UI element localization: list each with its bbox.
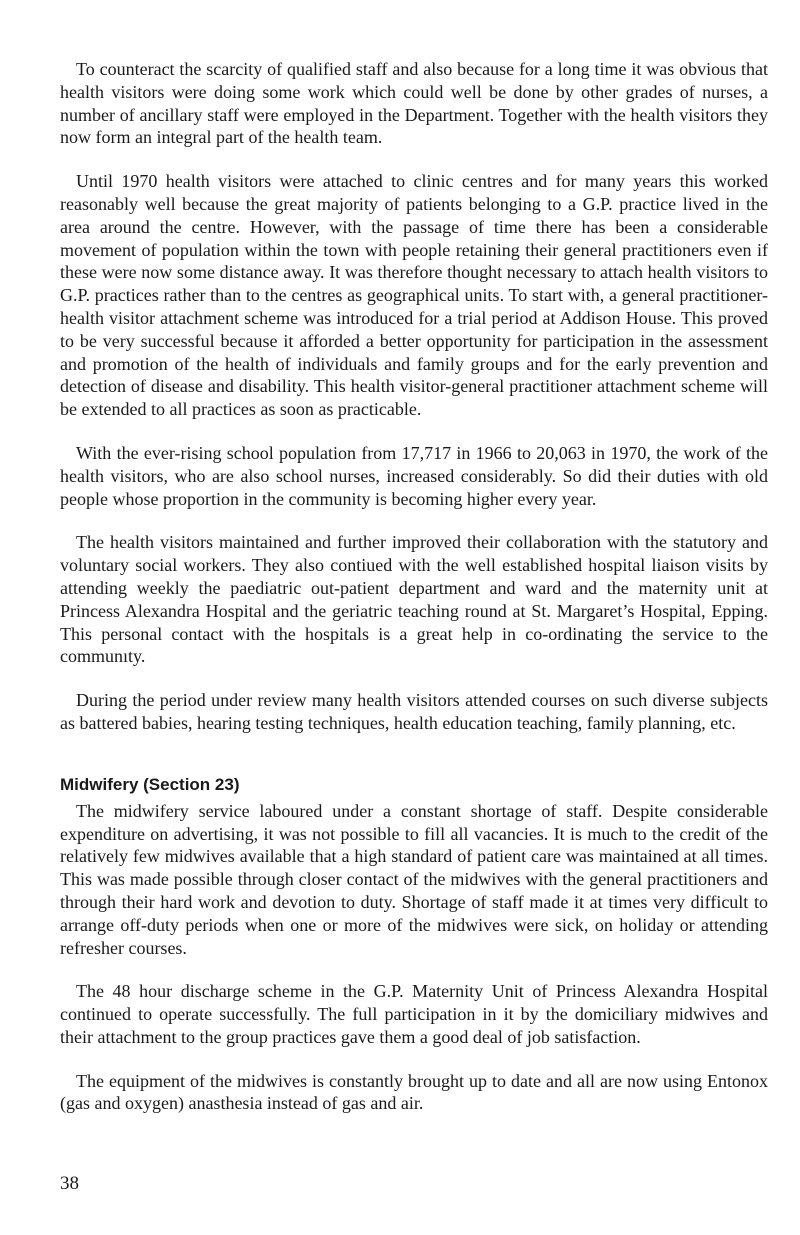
- section-spacer: [60, 735, 768, 773]
- paragraph-discharge-scheme: The 48 hour discharge scheme in the G.P. Maternity Unit of Princess Alexandra Hospital continued to operate successfully. The full participation in it by the domiciliary midwives and their attachment to the group practices gave them a good deal of job satisfaction.: [60, 981, 768, 1047]
- paragraph-spacer: [60, 959, 768, 980]
- paragraph-attachment-scheme: Until 1970 health visitors were attached to clinic centres and for many years this worked reasonably well because the great majority of patients belonging to a G.P. practice lived in the area around the centre. However, with the passage of time there has been a considerable movement of population within the town with people retaining their general practitioners even if these were now some distance away. It was therefore thought necessary to attach health visitors to G.P. practices rather than to the centres as geographical units. To start with, a general practitioner-health visitor attachment scheme was introduced for a trial period at Addison House. This proved to be very successful because it afforded a better opportunity for participation in the assessment and promotion of the health of individuals and family groups and for the early prevention and detection of disease and disability. This health visitor-general practitioner attachment scheme will be extended to all practices as soon as practicable.: [60, 171, 768, 420]
- paragraph-spacer: [60, 149, 768, 170]
- paragraph-spacer: [60, 1049, 768, 1070]
- paragraph-school-population: With the ever-rising school population from 17,717 in 1966 to 20,063 in 1970, the work of the health visitors, who are also school nurses, increased considerably. So did their duties with old people whose proportion in the community is becoming higher every year.: [60, 442, 768, 509]
- document-page: [60, 58, 768, 1115]
- paragraph-courses: During the period under review many health visitors attended courses on such diverse subjects as battered babies, hearing testing techniques, health education teaching, family planning, etc.: [60, 690, 768, 733]
- paragraph-spacer: [60, 510, 768, 531]
- paragraph-spacer: [60, 668, 768, 689]
- paragraph-midwifery-staffing: The midwifery service laboured under a constant shortage of staff. Despite considerable expenditure on advertising, it was not possible to fill all vacancies. It is much to the credit of the relatively few midwives available that a high standard of patient care was maintained at all times. This was made possible through closer contact of the midwives with the general practitioners and through their hard work and devotion to duty. Shortage of staff made it at times very difficult to arrange off-duty periods when one or more of the midwives were sick, on holiday or attending refresher courses.: [60, 800, 768, 958]
- paragraph-equipment: The equipment of the midwives is constantly brought up to date and all are now using Entonox (gas and oxygen) anasthesia instead of gas and air.: [60, 1070, 768, 1114]
- paragraph-spacer: [60, 421, 768, 442]
- page-number: 38: [60, 1173, 79, 1194]
- paragraph-hospital-liaison: The health visitors maintained and further improved their collaboration with the statutory and voluntary social workers. They also contiued with the well established hospital liaison visits by attending weekly the paediatric out-patient department and ward and the maternity unit at Princess Alexandra Hospital and the geriatric teaching round at St. Margaret’s Hospital, Epping. This personal contact with the hospitals is a great help in co-ordinating the service to the communıty.: [60, 532, 768, 667]
- section-heading-midwifery: Midwifery (Section 23): [60, 774, 240, 794]
- paragraph-ancillary-staff: To counteract the scarcity of qualified staff and also because for a long time it was obvious that health visitors were doing some work which could well be done by other grades of nurses, a number of ancillary staff were employed in the Department. Together with the health visitors they now form an integral part of the health team.: [60, 59, 768, 148]
